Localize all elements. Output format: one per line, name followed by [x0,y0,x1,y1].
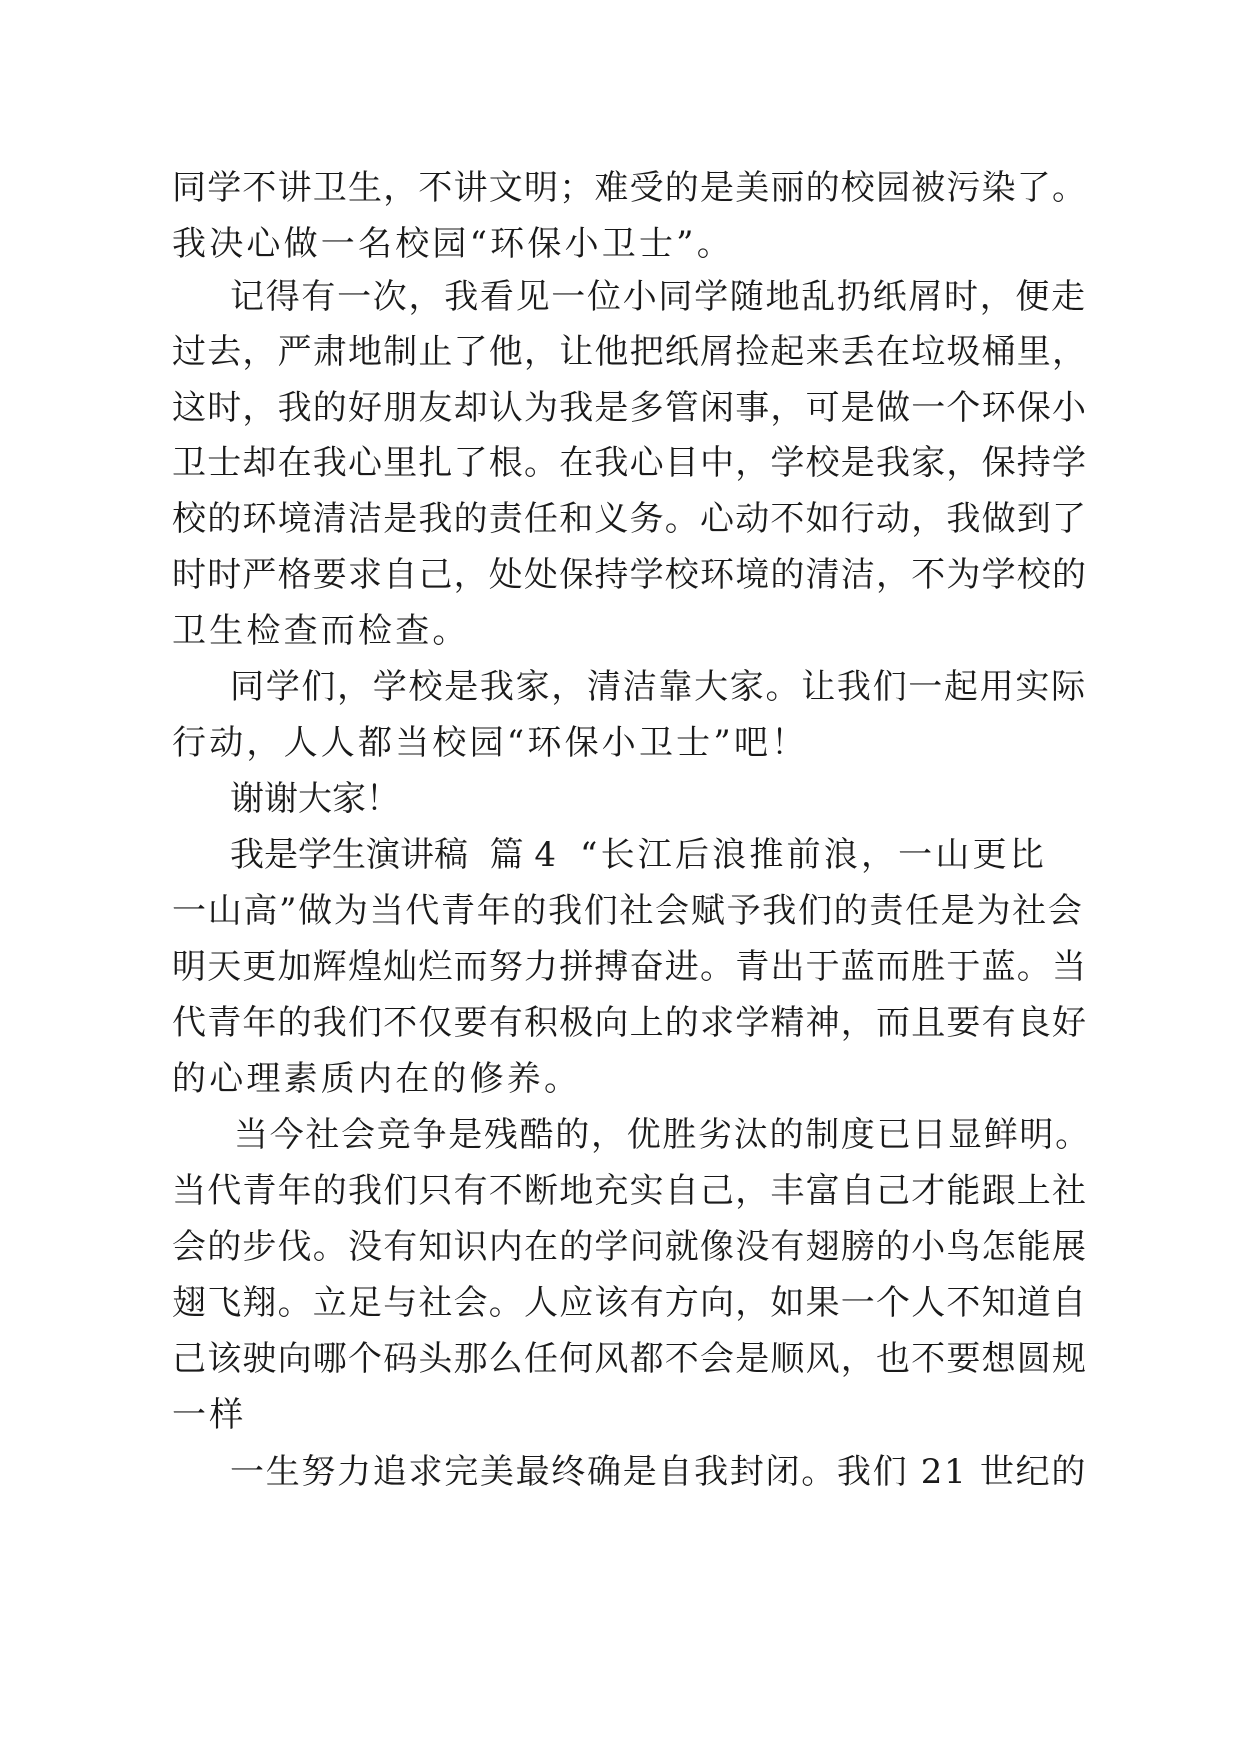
text-line [0,352,1241,428]
text-line [0,520,1241,595]
line-text: “长江后浪推前浪，一山更比 [580,835,1047,875]
line-text: 同学们，学校是我家，清洁靠大家。让我们一起用实际 [230,667,1087,707]
line-text: 当代青年的我们只有不断地充实自己，丰富自己才能跟上社 [172,1171,1088,1211]
line-text: 一样 [172,1395,247,1435]
text-line [0,1136,1241,1211]
text-line [0,1248,1241,1323]
line-text: 卫生检查而检查。 [172,611,470,651]
text-line [0,856,1241,931]
text-line [0,744,1241,819]
text-line [0,1080,1241,1155]
line-text: 明天更加辉煌灿烂而努力拼搏奋进。青出于蓝而胜于蓝。当 [172,947,1088,987]
line-text: 一山高”做为当代青年的我们社会赋予我们的责任是为社会 [172,891,1084,931]
line-text: 卫士却在我心里扎了根。在我心目中，学校是我家，保持学 [172,443,1088,483]
text-line [0,1304,1241,1379]
line-text: 我决心做一名校园“环保小卫士”。 [172,224,734,264]
text-line [0,800,1241,875]
line-text: 同学不讲卫生，不讲文明；难受的是美丽的校园被污染了。 [172,168,1088,208]
line-text: 代青年的我们不仅要有积极向上的求学精神，而且要有良好 [172,1003,1088,1043]
line-text: 当今社会竞争是残酷的，优胜劣汰的制度已日显鲜明。 [234,1115,1091,1155]
text-line [0,297,1241,372]
text-line [0,968,1241,1043]
line-text: 一生努力追求完美最终确是自我封闭。我们 21 世纪的 [230,1452,1088,1492]
line-text: 会的步伐。没有知识内在的学问就像没有翅膀的小鸟怎能展 [172,1227,1088,1267]
line-text: 谢谢大家！ [230,779,400,819]
line-text: 的心理素质内在的修养。 [172,1059,582,1099]
text-line [0,632,1241,707]
text-line [0,688,1241,763]
line-text: 行动，人人都当校园“环保小卫士”吧！ [172,723,809,763]
text-line [0,1360,1241,1435]
text-line [0,1024,1241,1099]
text-line [0,912,1241,987]
section-heading: 我是学生演讲稿 篇 4 [230,835,557,875]
text-line [0,160,1241,216]
text-line [0,242,1241,317]
text-line [0,1417,1241,1492]
text-line [0,408,1241,483]
line-text: 这时，我的好朋友却认为我是多管闲事，可是做一个环保小 [172,388,1088,428]
text-line [0,576,1241,651]
text-line [0,1192,1241,1267]
line-text: 过去，严肃地制止了他，让他把纸屑捡起来丢在垃圾桶里， [172,332,1088,372]
line-text: 时时严格要求自己，处处保持学校环境的清洁，不为学校的 [172,555,1088,595]
line-text: 记得有一次，我看见一位小同学随地乱扔纸屑时，便走 [230,277,1087,317]
line-text: 己该驶向哪个码头那么任何风都不会是顺风，也不要想圆规 [172,1339,1088,1379]
text-line [0,464,1241,539]
line-text: 翅飞翔。立足与社会。人应该有方向，如果一个人不知道自 [172,1283,1088,1323]
line-text: 校的环境清洁是我的责任和义务。心动不如行动，我做到了 [172,499,1088,539]
